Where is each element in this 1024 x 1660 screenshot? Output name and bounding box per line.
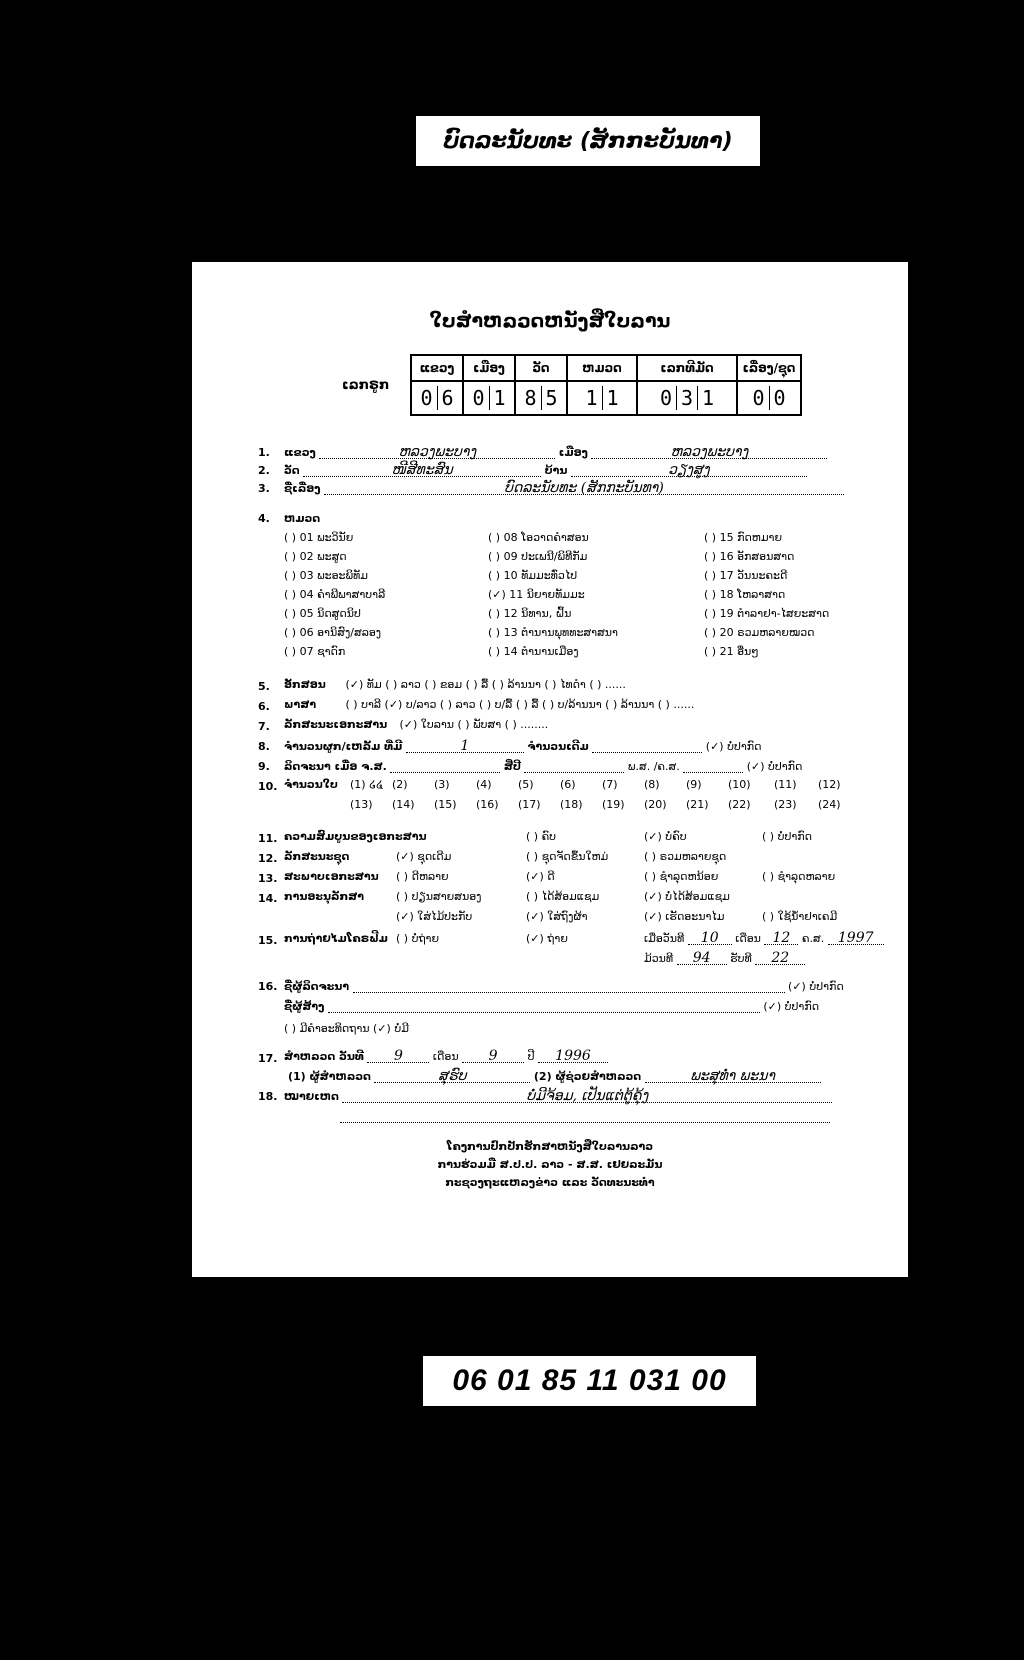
code-digit: 6	[437, 386, 458, 410]
material-options[interactable]: (✓) ໃບລານ ( ) ພັບສາ ( ) ........	[399, 718, 549, 731]
completeness-label: ຄວາມສົມບູນຂອງເອກະສານ	[284, 830, 427, 843]
district-label: ເມືອງ	[558, 446, 588, 459]
roll-value: 94	[692, 950, 711, 966]
leaves-label: ຈຳນວນໃບ	[284, 778, 338, 791]
code-cell	[463, 381, 515, 415]
surveyor-line	[374, 1068, 530, 1083]
leaf-count-cell: (1) ໒໔	[350, 778, 383, 791]
leaf-count-cell: (6)	[560, 778, 576, 791]
language-label: ພາສາ	[284, 698, 317, 711]
field-province	[284, 444, 827, 459]
roll-line	[677, 950, 727, 965]
sheet-title: ໃບສຳຫລວດຫນັງສືໃບລານ	[429, 310, 671, 332]
original-count-check[interactable]: (✓) ບໍ່ປາກົດ	[705, 740, 762, 753]
bottom-code: 06 01 85 11 031 00	[452, 1364, 727, 1397]
survey-month-label: ເດືອນ	[432, 1050, 459, 1063]
remarks-line-2	[340, 1108, 830, 1123]
field-script	[284, 678, 626, 691]
field-number: 2.	[258, 464, 270, 477]
leaf-count-cell: (7)	[602, 778, 618, 791]
leaf-count-cell: (2)	[392, 778, 408, 791]
category-label: ຫມວດ	[284, 512, 321, 525]
survey-year-label: ປີ	[527, 1050, 535, 1063]
conservation-option[interactable]: ( ) ໄດ້ສ້ອມແຊມ	[526, 890, 600, 903]
set-option[interactable]: ( ) ຣວມຫລາຍຊຸດ	[644, 850, 727, 863]
written-year-line	[524, 758, 624, 773]
province-value-line	[319, 444, 555, 459]
field-number: 16.	[258, 980, 278, 993]
field-fascicles	[284, 738, 762, 753]
set-option[interactable]: ( ) ຊຸດຈັດຂຶ້ນໃຫມ່	[526, 850, 609, 863]
field-number: 18.	[258, 1090, 278, 1103]
microfilm-label: ການຖ່າຍໄມໂຄຣຟີມ	[284, 932, 388, 945]
microfilm-day: 10	[700, 930, 719, 946]
category-option[interactable]: ( ) 18 ໂຫລາສາດ	[704, 588, 786, 601]
leaf-count-cell: (15)	[434, 798, 457, 811]
category-option[interactable]: ( ) 02 ພະສູດ	[284, 550, 347, 563]
code-digit: 0	[769, 386, 790, 410]
temple-label: ວັດ	[284, 464, 300, 477]
written-year-label: ສີ່ປີ	[503, 760, 521, 773]
leaf-count-cell: (19)	[602, 798, 625, 811]
script-label: ອັກສອນ	[284, 678, 326, 691]
frame-line	[755, 950, 805, 965]
category-option[interactable]: ( ) 06 ອານິສົງ/ສລອງ	[284, 626, 382, 639]
leaf-count-cell: (4)	[476, 778, 492, 791]
material-label: ລັກສະນະເອກະສານ	[284, 718, 388, 731]
category-option[interactable]: ( ) 17 ວັນນະຄະດີ	[704, 569, 788, 582]
frame-value: 22	[771, 950, 790, 966]
field-scribe	[284, 978, 844, 993]
written-cs-line	[390, 758, 500, 773]
conservation-option[interactable]: (✓) ໃສ່ໄມ້ປະກັບ	[396, 910, 473, 923]
code-digit: 8	[524, 386, 537, 410]
field-number: 1.	[258, 446, 270, 459]
category-option[interactable]: ( ) 01 ພະວິນັຍ	[284, 531, 354, 544]
bottom-code-box	[423, 1356, 756, 1406]
leaf-count-cell: (10)	[728, 778, 751, 791]
leaf-count-cell: (18)	[560, 798, 583, 811]
code-header: ເລື່ອງ/ຊຸດ	[737, 355, 801, 381]
surveyor-value: ສຸຮົບ	[438, 1068, 467, 1084]
code-cell	[567, 381, 637, 415]
code-header-row	[411, 355, 801, 381]
survey-month: 9	[488, 1048, 498, 1064]
sponsor-label: ຊື່ຜູ້ສ້າງ	[284, 1000, 325, 1013]
condition-option[interactable]: ( ) ຊຳລຸດຫນ້ອຍ	[644, 870, 719, 883]
field-number: 6.	[258, 700, 270, 713]
surveyor-label: (1) ຜູ້ສຳຫລວດ	[288, 1070, 371, 1083]
province-value: ຫລວງພະບາງ	[398, 444, 477, 460]
survey-day-line	[367, 1048, 429, 1063]
code-header: ຫມວດ	[567, 355, 637, 381]
field-temple	[284, 462, 807, 477]
category-option[interactable]: ( ) 16 ອັກສອນສາດ	[704, 550, 795, 563]
frame-label: ຮັບທີ	[730, 952, 752, 965]
script-options[interactable]: (✓) ທັມ ( ) ລາວ ( ) ຂອມ ( ) ລື້ ( ) ລ້ານນາ ( ) ໄທດຳ ( ) ......	[345, 678, 626, 691]
code-digit: 5	[541, 386, 562, 410]
microfilm-year: 1997	[837, 930, 874, 946]
fascicles-value: 1	[460, 738, 470, 754]
survey-year: 1996	[555, 1048, 591, 1064]
temple-value: ໜີສີທະສົນ	[391, 462, 453, 478]
condition-option[interactable]: (✓) ດີ	[526, 870, 555, 883]
fascicles-label: ຈຳນວນຜູກ/ເຫລັ້ມ ທີ່ມີ	[284, 740, 403, 753]
leaf-count-cell: (3)	[434, 778, 450, 791]
code-label: ເລກຣູກ	[342, 378, 390, 393]
remarks-label: ໝາຍເຫດ	[284, 1090, 339, 1103]
village-label: ບ້ານ	[544, 464, 568, 477]
conservation-option[interactable]: (✓) ບໍ່ໄດ້ສ້ອມແຊມ	[644, 890, 730, 903]
field-sponsor	[284, 998, 819, 1013]
category-option[interactable]: ( ) 14 ຕຳນານເມືອງ	[488, 645, 579, 658]
microfilm-option[interactable]: (✓) ຖ່າຍ	[526, 932, 568, 945]
assistant-value: ພະສຸທໍ່າ ພະນາ	[690, 1068, 776, 1084]
code-header: ວັດ	[515, 355, 567, 381]
microfilm-roll	[644, 950, 805, 965]
remarks-extra	[340, 1108, 830, 1123]
header-title-box	[416, 116, 760, 166]
leaf-count-cell: (13)	[350, 798, 373, 811]
title-value-line	[324, 480, 844, 495]
microfilm-day-line	[688, 930, 732, 945]
survey-month-line	[462, 1048, 524, 1063]
roll-label: ມ້ວນທີ	[644, 952, 674, 965]
field-title	[284, 480, 844, 495]
field-number: 17.	[258, 1052, 278, 1065]
condition-option[interactable]: ( ) ຊຳລຸດຫລາຍ	[762, 870, 836, 883]
leaf-count-cell: (12)	[818, 778, 841, 791]
code-digit: 0	[659, 386, 673, 410]
leaf-count-cell: (11)	[774, 778, 797, 791]
microfilm-month-label: ເດືອນ	[735, 932, 761, 945]
leaf-count-cell: (5)	[518, 778, 534, 791]
microfilm-month: 12	[772, 930, 791, 946]
category-option[interactable]: ( ) 19 ຕຳລາຢາ-ໄສຍະສາດ	[704, 607, 830, 620]
microfilm-date	[644, 930, 884, 945]
category-option[interactable]: ( ) 12 ນິທານ, ຝົ້ນ	[488, 607, 572, 620]
code-cell	[637, 381, 737, 415]
microfilm-year-line	[828, 930, 884, 945]
completeness-option[interactable]: ( ) ບໍ່ປາກົດ	[762, 830, 812, 843]
conservation-option[interactable]: (✓) ໃສ່ຖົງຜ້າ	[526, 910, 588, 923]
survey-day: 9	[393, 1048, 403, 1064]
scribe-check[interactable]: (✓) ບໍ່ປາກົດ	[788, 980, 844, 993]
field-number: 10.	[258, 780, 278, 793]
code-cell	[737, 381, 801, 415]
scribe-line	[353, 978, 785, 993]
footer-ministry: ກະຊວງຖະແຫລງຂ່າວ ແລະ ວັດທະນະທຳ	[445, 1176, 655, 1189]
leaf-count-cell: (20)	[644, 798, 667, 811]
category-option[interactable]: ( ) 03 ພະອະພິທັມ	[284, 569, 368, 582]
written-label: ລິດຈະນາ ເມື່ອ ຈ.ສ.	[284, 760, 387, 773]
conservation-option[interactable]: ( ) ປຽ່ນສາຍສນອງ	[396, 890, 482, 903]
district-value: ຫລວງພະບາງ	[670, 444, 749, 460]
remarks-line	[342, 1088, 832, 1103]
leaf-count-cell: (24)	[818, 798, 841, 811]
leaf-count-cell: (23)	[774, 798, 797, 811]
leaf-count-cell: (14)	[392, 798, 415, 811]
assistant-line	[645, 1068, 821, 1083]
conservation-option[interactable]: (✓) ເຮັດອະນາໄມ	[644, 910, 725, 923]
conservation-option[interactable]: ( ) ໃຊ້ນ້ຳຢາເຄມີ	[762, 910, 838, 923]
field-remarks	[284, 1088, 832, 1103]
microfilm-year-label: ຄ.ສ.	[801, 932, 825, 945]
completeness-option[interactable]: (✓) ບໍ່ຄົບ	[644, 830, 687, 843]
category-option[interactable]: ( ) 07 ຊາດົກ	[284, 645, 346, 658]
survey-year-line	[538, 1048, 608, 1063]
category-option[interactable]: ( ) 21 ອື່ນໆ	[704, 645, 759, 658]
field-number: 5.	[258, 680, 270, 693]
remarks-value: ບໍ່ມີຈ້ອມ, ເປັນແຕ່ຕູ້ຄຸ້ງ	[526, 1088, 649, 1104]
category-option[interactable]: ( ) 09 ປະເພນີ/ພິທີກັມ	[488, 550, 588, 563]
condition-label: ສະພາບເອກະສານ	[284, 870, 379, 883]
temple-value-line	[303, 462, 541, 477]
sponsor-line	[328, 998, 760, 1013]
village-value-line	[571, 462, 807, 477]
field-written	[284, 758, 802, 773]
field-survey-date	[284, 1048, 608, 1063]
field-number: 14.	[258, 892, 278, 905]
category-option[interactable]: ( ) 04 ຄຳພີພາສາບາລີ	[284, 588, 386, 601]
written-be-label: ພ.ສ. /ຄ.ສ.	[627, 760, 680, 773]
prayer-options[interactable]: ( ) ມີຄຳອະທິດຖານ (✓) ບໍ່ມີ	[284, 1022, 409, 1035]
field-number: 7.	[258, 720, 270, 733]
category-option[interactable]: ( ) 08 ໂອວາດຄຳສອນ	[488, 531, 589, 544]
footer-project: ໂຄງການປົກປັກຮັກສາຫນັງສືໃບລານລາວ	[446, 1140, 654, 1153]
field-number: 3.	[258, 482, 270, 495]
fascicles-value-line	[406, 738, 524, 753]
category-option[interactable]: ( ) 15 ກົດຫມາຍ	[704, 531, 783, 544]
code-cell	[411, 381, 463, 415]
field-number: 9.	[258, 760, 270, 773]
leaf-count-cell: (22)	[728, 798, 751, 811]
field-number: 15.	[258, 934, 278, 947]
leaf-count-cell: (8)	[644, 778, 660, 791]
district-value-line	[591, 444, 827, 459]
code-digit: 1	[697, 386, 718, 410]
microfilm-date-label: ເມື່ອວັນທີ	[644, 932, 685, 945]
code-digit: 0	[752, 386, 765, 410]
leaf-count-cell: (17)	[518, 798, 541, 811]
written-check[interactable]: (✓) ບໍ່ປາກົດ	[746, 760, 803, 773]
language-options[interactable]: ( ) ບາລີ (✓) ບ/ລາວ ( ) ລາວ ( ) ບ/ລື້ ( ) ລື້ ( ) ບ/ລ້ານນາ ( ) ລ້ານນາ ( ) ......	[345, 698, 695, 711]
field-number: 11.	[258, 832, 278, 845]
field-language	[284, 698, 694, 711]
survey-sheet	[192, 262, 908, 1277]
set-label: ລັກສະນະຊຸດ	[284, 850, 350, 863]
assistant-label: (2) ຜູ້ຊ່ວຍສຳຫລວດ	[533, 1070, 642, 1083]
sponsor-check[interactable]: (✓) ບໍ່ປາກົດ	[763, 1000, 820, 1013]
code-digit-row	[411, 381, 801, 415]
leaf-count-cell: (16)	[476, 798, 499, 811]
microfilm-option[interactable]: ( ) ບໍ່ຖ່າຍ	[396, 932, 440, 945]
set-option[interactable]: (✓) ຊຸດເດີມ	[396, 850, 452, 863]
category-option[interactable]: (✓) 11 ນິຍາຍທັມມະ	[488, 588, 585, 601]
code-header: ເມືອງ	[463, 355, 515, 381]
code-table	[410, 354, 802, 416]
code-digit: 1	[585, 386, 598, 410]
code-digit: 3	[676, 386, 697, 410]
header-title: ບົດລະນັບທະ (ສັກກະບັນທາ)	[443, 128, 733, 154]
original-count-line	[592, 738, 702, 753]
leaf-count-cell: (21)	[686, 798, 709, 811]
field-number: 8.	[258, 740, 270, 753]
microfilm-month-line	[764, 930, 798, 945]
field-number: 12.	[258, 852, 278, 865]
code-header: ເລກທີມັດ	[637, 355, 737, 381]
category-option[interactable]: ( ) 13 ຕຳນານພຸທທະສາສນາ	[488, 626, 618, 639]
survey-date-label: ສຳຫລວດ ວັນທີ	[284, 1050, 364, 1063]
field-surveyors	[288, 1068, 821, 1083]
conservation-label: ການອະນຸລັກສາ	[284, 890, 364, 903]
scribe-label: ຊື່ຜູ້ລິດຈະນາ	[284, 980, 350, 993]
category-option[interactable]: ( ) 20 ຣວມຫລາຍໝວດ	[704, 626, 815, 639]
category-option[interactable]: ( ) 05 ນິດສູດນິປ	[284, 607, 361, 620]
condition-option[interactable]: ( ) ດີຫລາຍ	[396, 870, 449, 883]
code-cell	[515, 381, 567, 415]
original-count-label: ຈຳນວນເດີມ	[527, 740, 589, 753]
title-value: ບົດລະນັບທະ (ສັກກະບັນທາ)	[504, 480, 664, 496]
code-digit: 1	[489, 386, 510, 410]
leaf-count-cell: (9)	[686, 778, 702, 791]
code-header: ແຂວງ	[411, 355, 463, 381]
province-label: ແຂວງ	[284, 446, 316, 459]
field-number: 13.	[258, 872, 278, 885]
category-option[interactable]: ( ) 10 ທັມມະທົ່ວໄປ	[488, 569, 578, 582]
field-material	[284, 718, 548, 731]
code-digit: 0	[472, 386, 485, 410]
field-number: 4.	[258, 512, 270, 525]
footer-cooperation: ການຮ່ວມມື ສ.ປ.ປ. ລາວ - ສ.ສ. ເຢຍລະມັນ	[437, 1158, 663, 1171]
code-digit: 0	[420, 386, 433, 410]
completeness-option[interactable]: ( ) ຄົບ	[526, 830, 557, 843]
village-value: ວຽງສູງ	[668, 462, 710, 478]
written-be-line	[683, 758, 743, 773]
title-label: ຊື່ເລື່ອງ	[284, 482, 321, 495]
code-digit: 1	[602, 386, 623, 410]
